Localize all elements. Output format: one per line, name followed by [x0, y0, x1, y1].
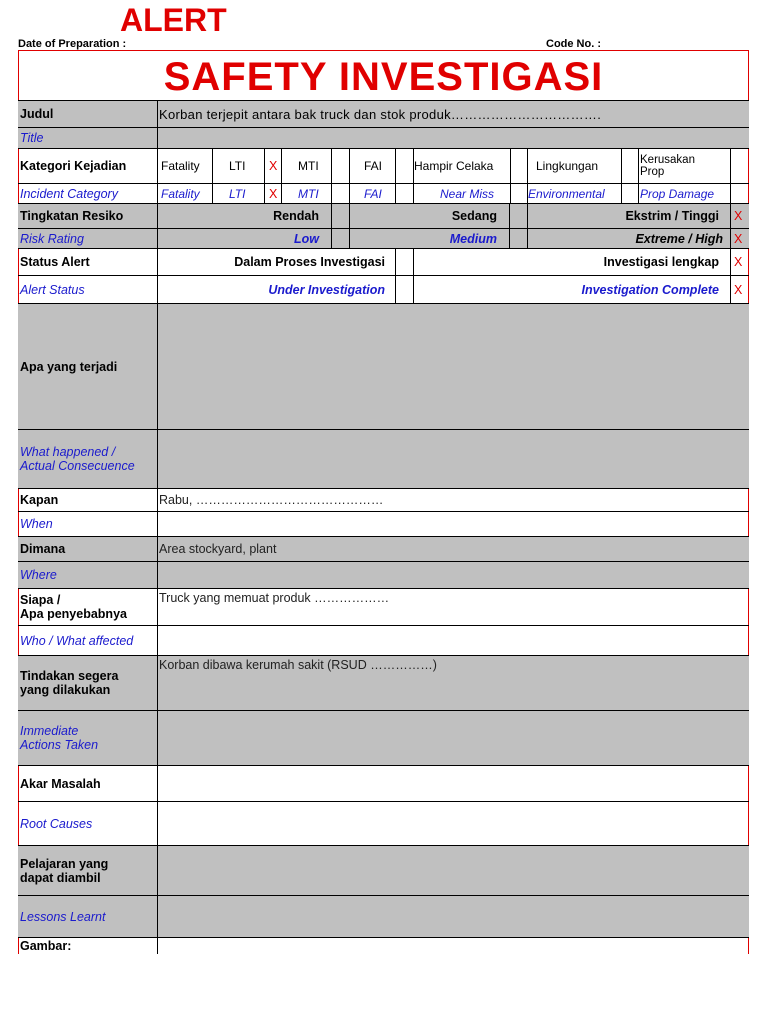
- judul-label: Judul: [20, 107, 54, 121]
- risk-medium-en: Medium: [449, 231, 497, 246]
- risk-row-id: [18, 203, 749, 228]
- status-label: Status Alert: [20, 255, 90, 269]
- title-label: Title: [20, 131, 44, 145]
- when-label: When: [20, 517, 53, 531]
- picture-row: [18, 937, 749, 954]
- category-row-en: [18, 183, 749, 203]
- category-lti: LTI: [229, 159, 246, 173]
- category-lti-mark[interactable]: X: [269, 159, 278, 173]
- alert-status-label: Alert Status: [20, 282, 85, 297]
- risk-extreme-mark[interactable]: X: [734, 209, 743, 223]
- where-row-en: [18, 561, 749, 588]
- risk-row-en: [18, 228, 749, 248]
- status-under-investigation: Dalam Proses Investigasi: [234, 255, 385, 269]
- category-row-id: [18, 148, 749, 183]
- what-happened-label: What happened / Actual Consecuence: [20, 445, 135, 473]
- risk-rating-label: Risk Rating: [20, 231, 84, 246]
- code-no-label: Code No. :: [546, 38, 601, 50]
- action-label-id: Tindakan segera yang dilakukan: [20, 669, 119, 697]
- category-fatality: Fatality: [161, 159, 200, 173]
- status-complete: Investigasi lengkap: [603, 255, 719, 269]
- status-complete-en: Investigation Complete: [581, 282, 719, 297]
- alert-heading: ALERT: [120, 2, 227, 38]
- category-environmental: Lingkungan: [536, 159, 599, 173]
- what-row-id: [18, 303, 749, 429]
- lessons-value-field[interactable]: [158, 846, 749, 895]
- status-under-investigation-en: Under Investigation: [268, 282, 385, 297]
- risk-low: Rendah: [273, 209, 319, 223]
- category-mti: MTI: [298, 159, 319, 173]
- category-label: Kategori Kejadian: [20, 159, 127, 173]
- risk-extreme-en: Extreme / High: [635, 231, 723, 246]
- title-row-id: [18, 100, 749, 127]
- where-label-id: Dimana: [20, 542, 66, 556]
- root-row-en: [18, 801, 749, 845]
- category-fai-en: FAI: [364, 186, 382, 201]
- incident-category-label: Incident Category: [20, 186, 118, 201]
- when-row-en: [18, 511, 749, 536]
- what-label: Apa yang terjadi: [20, 359, 118, 374]
- when-row-id: [18, 488, 749, 511]
- lessons-row-id: [18, 845, 749, 895]
- category-fatality-en: Fatality: [161, 186, 200, 201]
- action-row-id: [18, 655, 749, 710]
- lessons-label: Lessons Learnt: [20, 909, 106, 924]
- where-label: Where: [20, 568, 57, 582]
- category-fai: FAI: [364, 159, 383, 173]
- root-label-id: Akar Masalah: [20, 776, 101, 791]
- category-environmental-en: Environmental: [528, 186, 605, 201]
- lessons-row-en: [18, 895, 749, 937]
- status-complete-en-mark[interactable]: X: [734, 282, 743, 297]
- who-row-en: [18, 625, 749, 655]
- root-value-field[interactable]: [158, 766, 749, 801]
- lessons-label-id: Pelajaran yang dapat diambil: [20, 856, 109, 885]
- category-prop-damage-en: Prop Damage: [640, 186, 715, 201]
- category-mti-en: MTI: [298, 186, 319, 201]
- category-lti-en: LTI: [229, 186, 246, 201]
- category-near-miss-en: Near Miss: [440, 186, 495, 201]
- status-row-en: [18, 275, 749, 303]
- who-label: Who / What affected: [20, 633, 134, 648]
- where-value[interactable]: Area stockyard, plant: [159, 542, 277, 556]
- where-row-id: [18, 536, 749, 561]
- date-of-preparation-label: Date of Preparation :: [18, 38, 127, 50]
- category-prop-damage: Kerusakan Prop: [640, 154, 695, 178]
- picture-label: Gambar:: [20, 939, 72, 953]
- what-value-field[interactable]: [158, 304, 749, 429]
- title-row-en: [18, 127, 749, 148]
- when-value[interactable]: Rabu, ………………………………………: [159, 493, 384, 507]
- risk-label: Tingkatan Resiko: [20, 209, 124, 223]
- category-lti-en-mark[interactable]: X: [269, 186, 278, 201]
- form-title: SAFETY INVESTIGASI: [163, 55, 604, 99]
- category-near-miss: Hampir Celaka: [414, 159, 494, 173]
- what-row-en: [18, 429, 749, 488]
- who-label-id: Siapa / Apa penyebabnya: [20, 593, 127, 621]
- status-row-id: [18, 248, 749, 275]
- who-row-id: [18, 588, 749, 625]
- action-label: Immediate Actions Taken: [20, 724, 99, 752]
- who-value[interactable]: Truck yang memuat produk ………………: [159, 591, 390, 605]
- risk-low-en: Low: [294, 231, 319, 246]
- when-label-id: Kapan: [20, 493, 59, 507]
- action-value[interactable]: Korban dibawa kerumah sakit (RSUD ……………): [159, 658, 437, 672]
- action-row-en: [18, 710, 749, 765]
- risk-extreme-en-mark[interactable]: X: [734, 231, 743, 246]
- status-complete-mark[interactable]: X: [734, 255, 743, 269]
- root-label: Root Causes: [20, 816, 93, 831]
- root-row-id: [18, 765, 749, 801]
- judul-value[interactable]: Korban terjepit antara bak truck dan stok produk…………………………….: [159, 106, 602, 122]
- risk-extreme: Ekstrim / Tinggi: [625, 209, 719, 223]
- risk-medium: Sedang: [451, 209, 497, 223]
